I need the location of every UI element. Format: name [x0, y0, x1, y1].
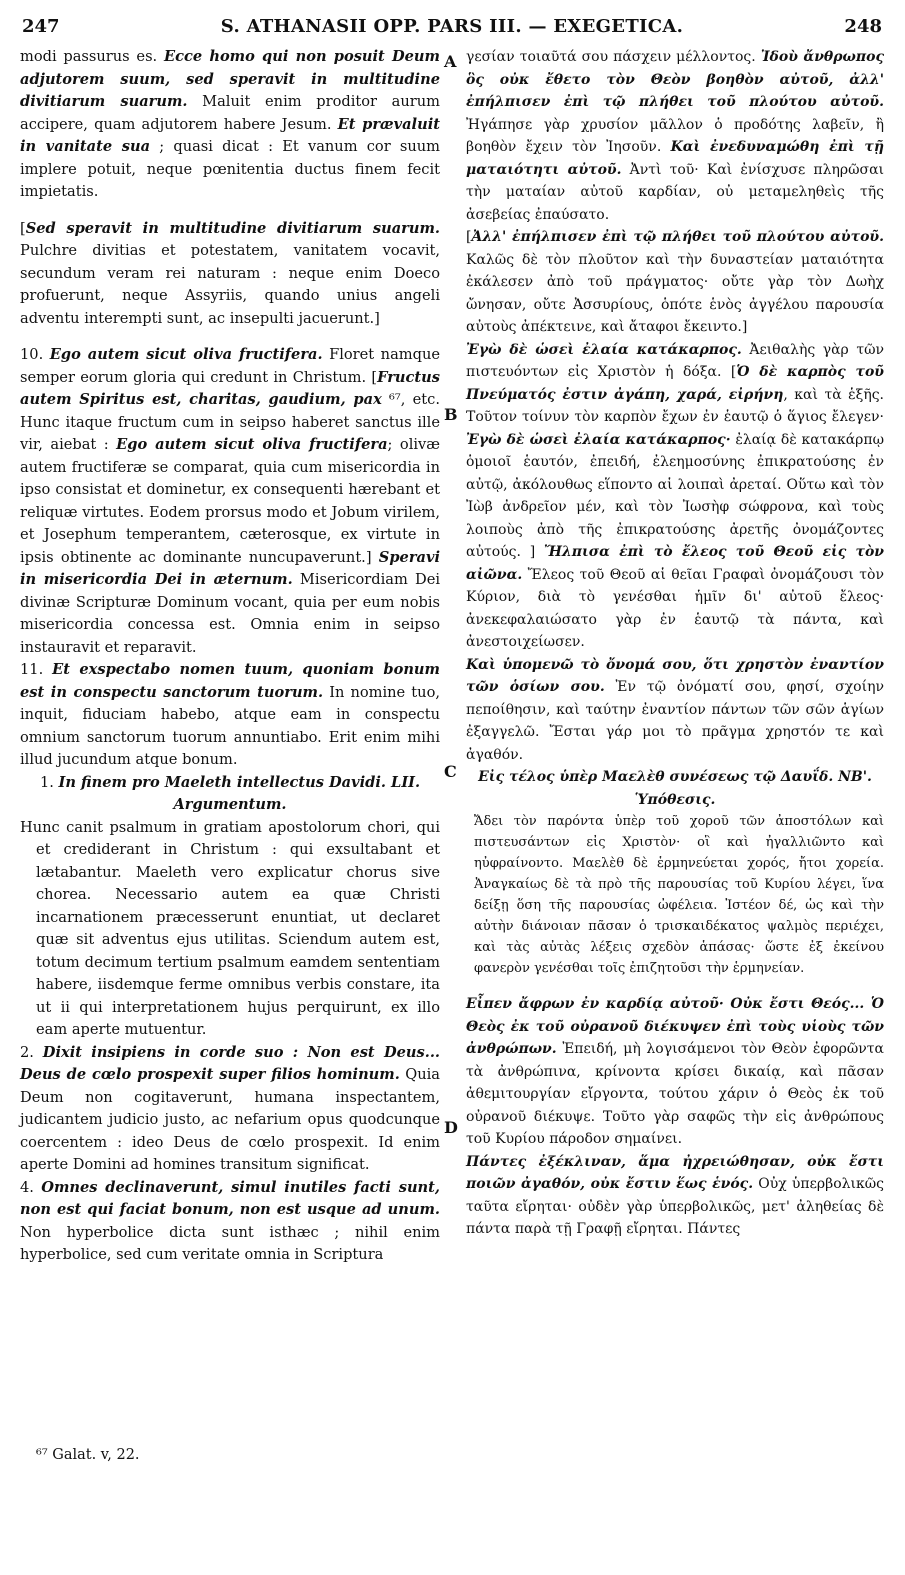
page-header: [22, 16, 882, 42]
latin-column: [20, 46, 440, 1267]
scripture-quote: Ecce homo qui non posuit Deum adjutorem suum, sed speravit in multitudine divitiarum suarum.: [20, 48, 440, 110]
scripture-quote: Καὶ ὑπομενῶ τὸ ὄνομά σου, ὅτι χρηστὸν ἐναντίον τῶν ὁσίων σου.: [466, 656, 884, 695]
scripture-quote: Πάντες ἐξέκλιναν, ἅμα ἠχρειώθησαν, οὐκ ἔστι ποιῶν ἀγαθόν, οὐκ ἔστιν ἕως ἑνός.: [466, 1153, 884, 1192]
scripture-quote: Fructus autem Spiritus est, charitas, gaudium, pax: [20, 368, 440, 408]
text-run: Καλῶς δὲ τὸν πλοῦτον καὶ τὴν δυναστείαν ματαιότητα ἐκάλεσεν ἀπὸ τοῦ πράγματος· οὔτε γὰρ τὸν Δωὴχ ὤνησαν, οὔτε Ἀσσυρίους, ὁπότε ἑνὸς ἀγγέλου παρουσία αὐτοὺς ἀπέκτεινε, καὶ ἄταφοι ἔκειντο.]: [466, 251, 884, 335]
page-number-left: 247: [22, 16, 60, 37]
scripture-quote: Omnes declinaverunt, simul inutiles facti sunt, non est qui faciat bonum, non est usque ad unum.: [20, 1178, 440, 1218]
text-run: ⁶⁷, etc. Hunc itaque fructum cum in seipso haberet sanctus ille vir, aiebat :: [20, 391, 440, 453]
latin-paragraph: [20, 344, 440, 659]
text-run: , καὶ τὰ ἑξῆς. Τοῦτον τοίνυν τὸν καρπὸν ἔχων ἐν ἑαυτῷ ὁ ἅγιος ἔλεγεν·: [466, 386, 884, 425]
verse-number: 1.: [39, 773, 59, 791]
scripture-quote: Ἐγὼ δὲ ὡσεὶ ἐλαία κατάκαρπος·: [466, 431, 731, 448]
scripture-quote: Ego autem sicut oliva fructifera: [116, 436, 388, 453]
greek-paragraph: [466, 993, 884, 1151]
scripture-quote: Ἐγὼ δὲ ὡσεὶ ἐλαία κατάκαρπος.: [466, 341, 742, 358]
argument-heading: Argumentum.: [173, 796, 287, 813]
scripture-quote: Ὁ δὲ καρπὸς τοῦ Πνεύματός ἐστιν ἀγάπη, χαρά, εἰρήνη: [466, 364, 884, 403]
text-run: Οὐχ ὑπερβολικῶς ταῦτα εἴρηται· οὐδὲν γὰρ ὑπερβολικῶς, μετ' ἀληθείας δὲ πάντα παρὰ τῇ Γραφῇ εἴρηται. Πάντες: [466, 1176, 884, 1237]
text-run: γεσίαν τοιαῦτά σου πάσχειν μέλλοντος.: [466, 49, 761, 65]
text-run: Ἔλεος τοῦ Θεοῦ αἱ θεῖαι Γραφαὶ ὀνομάζουσι τὸν Κύριον, διὰ τὸ γενέσθαι ἡμῖν δι' αὐτοῦ ἔλεος· ἀνεκεφαλαιώσατο γὰρ ἐν ἑαυτῷ τὰ πάντα, καὶ ἀνεστοιχείωσεν.: [466, 566, 884, 650]
text-run: ; quasi dicat : Et vanum cor suum implere potuit, neque pœnitentia ductus finem fecit impietatis.: [20, 138, 440, 200]
latin-paragraph: Hunc canit psalmum in gratiam apostolorum chori, qui et crediderant in Christum : qui exsultabant et lætabantur. Maeleth vero explicatur chorus sive chorea. Necessario autem ea quæ Christi incarnationem præcesserunt enuntiat, ut declaret quæ sit adventus ejus utilitas. Sciendum autem est, totum decimum tertium psalmum eamdem sententiam habere, iisdemque ferme omnibus verbis constare, ita ut ii qui interpretationem hujus perquirunt, ex illo eam aperte mutuentur.: [20, 818, 440, 1038]
text-run: Ἐπειδή, μὴ λογισάμενοι τὸν Θεὸν ἐφορῶντα τὰ ἀνθρώπινα, κρίνοντα κρίσει δικαίᾳ, καὶ πᾶσαν ἀθεμιτουργίαν εἴργοντα, τούτου χάριν ὁ Θεὸς ἐκ τοῦ οὐρανοῦ διέκυψε. Τοῦτο γὰρ σαφῶς τὴν εἰς ἀνθρώπους τοῦ Κυρίου πάροδον σημαίνει.: [466, 1041, 884, 1147]
footnote: ⁶⁷ Galat. v, 22.: [36, 1447, 140, 1463]
greek-paragraph: [466, 1151, 884, 1241]
margin-letter-c: C: [444, 762, 457, 781]
text-run: modi passurus es.: [20, 48, 164, 65]
greek-paragraph: [466, 654, 884, 767]
greek-paragraph: [466, 46, 884, 226]
text-run: Ἀειθαλὴς γὰρ τῶν πιστευόντων εἰς Χριστὸν ἡ δόξα. [: [466, 341, 884, 380]
margin-letter-a: A: [444, 52, 457, 71]
text-run: Non hyperbolice dicta sunt isthæc ; nihil enim hyperbolice, sed cum veritate omnia in Scriptura: [20, 1223, 440, 1263]
latin-paragraph: [20, 218, 440, 331]
scripture-quote: Ego autem sicut oliva fructifera.: [49, 346, 323, 363]
greek-paragraph: [466, 339, 884, 654]
verse-number: 2.: [20, 1043, 43, 1061]
psalm-title: Εἰς τέλος ὑπὲρ Μαελὲθ συνέσεως τῷ Δαυΐδ. ΝΒ'.: [478, 769, 872, 785]
greek-paragraph: [466, 226, 884, 339]
margin-letter-b: B: [444, 405, 458, 424]
psalm-heading: [20, 772, 440, 817]
text-run: Ἀντὶ τοῦ· Καὶ ἐνίσχυσε πληρῶσαι τὴν ματαίαν αὐτοῦ καρδίαν, οὐ μεταμεληθεὶς τῆς ἀσεβείας ἐπαύσατο.: [466, 161, 885, 223]
text-run: Floret namque semper eorum gloria qui credunt in Christum. [: [20, 346, 440, 386]
page-number-right: 248: [844, 16, 882, 37]
verse-number: 11.: [20, 661, 53, 678]
text-run: [: [20, 219, 26, 237]
psalm-heading-greek: [466, 766, 884, 811]
margin-letter-d: D: [444, 1118, 458, 1137]
scripture-quote: Εἶπεν ἄφρων ἐν καρδίᾳ αὐτοῦ· Οὐκ ἔστι Θεός... Ὁ Θεὸς ἐκ τοῦ οὐρανοῦ διέκυψεν ἐπὶ τοὺς υἱοὺς τῶν ἀνθρώπων.: [466, 996, 884, 1057]
psalm-title: In finem pro Maeleth intellectus Davidi. LII.: [58, 773, 421, 791]
greek-column: [466, 46, 884, 1241]
latin-paragraph: [20, 46, 440, 204]
text-run: Pulchre divitias et potestatem, vanitatem vocavit, secundum veram rei naturam : neque enim Doeco profuerunt, neque Assyriis, quando unius angeli adventu interempti sunt, ac insepulti jacuerunt.]: [20, 242, 440, 327]
scripture-quote: Et prævaluit in vanitate sua: [20, 115, 440, 155]
scripture-quote: Sed speravit in multitudine divitiarum suarum.: [25, 219, 440, 237]
latin-paragraph: [20, 659, 440, 772]
latin-paragraph: [20, 1042, 440, 1177]
text-run: ; olivæ autem fructiferæ se comparat, quia cum misericordia in ipso consistat et dominetur, ex consequenti hærebant et reliquæ virtutes. Eodem prorsus modo et Jobum virilem, et Josephum temperantem, cæterosque, ex virtute in ipsis obtinente ac dominante nuncupaverunt.]: [20, 436, 440, 566]
text-run: [: [466, 229, 472, 245]
latin-paragraph: [20, 1177, 440, 1267]
text-run: Ἠγάπησε γὰρ χρυσίον μᾶλλον ὁ προδότης λαβεῖν, ἢ βοηθὸν ἔχειν τὸν Ἰησοῦν.: [466, 116, 884, 155]
scripture-quote: Speravi in misericordia Dei in æternum.: [20, 548, 440, 588]
text-run: In nomine tuo, inquit, fiduciam habebo, atque eam in conspectu omnium sanctorum tuorum annuntiabo. Erit enim mihi illud jucundum atque bonum.: [20, 683, 440, 768]
verse-number: 10.: [20, 346, 50, 363]
running-title: S. ATHANASII OPP. PARS III. — EXEGETICA.: [220, 16, 684, 37]
text-run: ἐλαίᾳ δὲ κατακάρπῳ ὁμοιοῖ ἑαυτόν, ἐπειδή, ἐλεημοσύνης ἐπικρατούσης ἐν αὐτῷ, ἀκόλουθως εἵποντο αἱ λοιπαὶ ἀρεταί. Οὕτω καὶ τὸν Ἰὼβ ἀνδρεῖον μέν, καὶ τὸν Ἰωσὴφ σώφρονα, καὶ τοὺς λοιποὺς ἀπὸ τῆς ἐπικρατούσης ἀρετῆς ὀνομάζοντες αὐτούς. ]: [466, 431, 885, 560]
text-run: Quia Deum non cogitaverunt, humana inspectantem, judicantem judicio justo, ac nefarium opus quodcunque coercentem : ideo Deus de cœlo prospexit. Id enim aperte Domini ad homines transitum significat.: [20, 1066, 440, 1173]
scripture-quote: Ἤλπισα ἐπὶ τὸ ἔλεος τοῦ Θεοῦ εἰς τὸν αἰῶνα.: [466, 544, 884, 583]
scripture-quote: Καὶ ἐνεδυναμώθη ἐπὶ τῇ ματαιότητι αὐτοῦ.: [466, 139, 885, 178]
text-run: Maluit enim proditor aurum accipere, quam adjutorem habere Jesum.: [20, 93, 440, 133]
greek-paragraph: Ἄδει τὸν παρόντα ὑπὲρ τοῦ χοροῦ τῶν ἀποστόλων καὶ πιστευσάντων εἰς Χριστὸν· οἳ καὶ ἠγαλλιῶντο καὶ ηὐφραίνοντο. Μαελὲθ δὲ ἑρμηνεύεται χορός, ἤτοι χορεία. Ἀναγκαίως δὲ τὰ πρὸ τῆς παρουσίας τοῦ Κυρίου λέγει, ἵνα δείξῃ ὅση τῆς παρουσίας ὠφέλεια. Ἰστέον δέ, ὡς καὶ τὴν αὐτὴν διάνοιαν πᾶσαν ὁ τρισκαιδέκατος ψαλμὸς περιέχει, καὶ τὰς αὐτὰς λέξεις σχεδὸν ἁπάσας· ὥστε ἐξ ἐκείνου φανερὸν γενέσθαι τοῖς ἐπιζητοῦσι τὴν ἑρμηνείαν.: [474, 814, 884, 976]
text-run: Ἐν τῷ ὀνόματί σου, φησί, σχοίην πεποίθησιν, καὶ ταύτην ἐναντίον πάντων τῶν σῶν ἁγίων ἐξαγγελῶ. Ἔσται γάρ μοι τὸ πρᾶγμα χρηστόν τε καὶ ἀγαθόν.: [466, 679, 884, 763]
scripture-quote: Ἰδοὺ ἄνθρωπος ὃς οὐκ ἔθετο τὸν Θεὸν βοηθὸν αὐτοῦ, ἀλλ' ἐπήλπισεν ἐπὶ τῷ πλήθει τοῦ πλούτου αὐτοῦ.: [466, 49, 884, 110]
text-run: Misericordiam Dei divinæ Scripturæ Dominum vocant, quia per eum nobis misericordia concessa est. Omnia enim in seipso instauravit et reparavit.: [20, 571, 440, 656]
verse-number: 4.: [20, 1178, 42, 1196]
scripture-quote: Ἀλλ' ἐπήλπισεν ἐπὶ τῷ πλήθει τοῦ πλούτου αὐτοῦ.: [471, 229, 884, 245]
argument-heading: Ὑπόθεσις.: [634, 791, 716, 808]
scripture-quote: Et exspectabo nomen tuum, quoniam bonum est in conspectu sanctorum tuorum.: [20, 661, 440, 701]
scripture-quote: Dixit insipiens in corde suo : Non est Deus... Deus de cœlo prospexit super filios hominum.: [20, 1043, 440, 1083]
